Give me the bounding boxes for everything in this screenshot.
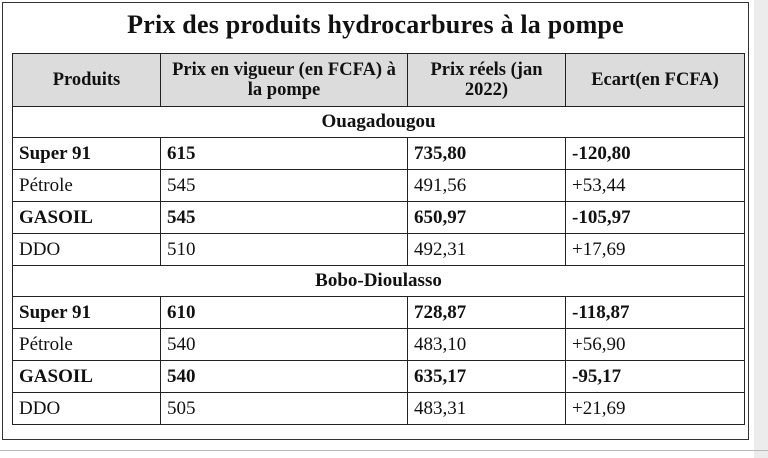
table-row [13,329,745,361]
page-divider [0,450,768,451]
header-real-price: Prix réels (jan 2022) [408,54,566,107]
header-products: Produits [13,54,161,107]
cell-real-price: 483,31 [408,393,566,425]
cell-current-price: 505 [161,393,408,425]
table-row [13,361,745,393]
cell-real-price: 650,97 [408,202,566,234]
table-header-row [13,54,745,107]
cell-gap: +56,90 [566,329,745,361]
cell-current-price: 510 [161,234,408,266]
section-city: Ouagadougou [13,107,745,138]
table-row [13,138,745,170]
table-row [13,234,745,266]
cell-current-price: 615 [161,138,408,170]
cell-product: Super 91 [13,138,161,170]
cell-real-price: 728,87 [408,297,566,329]
fuel-price-table [12,53,745,425]
cell-product: DDO [13,234,161,266]
page-title: Prix des produits hydrocarbures à la pompe [127,10,624,39]
cell-product: GASOIL [13,361,161,393]
cell-current-price: 545 [161,202,408,234]
table-row [13,202,745,234]
cell-product: DDO [13,393,161,425]
cell-real-price: 635,17 [408,361,566,393]
cell-current-price: 610 [161,297,408,329]
cell-current-price: 545 [161,170,408,202]
header-current-price: Prix en vigueur (en FCFA) à la pompe [161,54,408,107]
cell-gap: +21,69 [566,393,745,425]
cell-gap: +53,44 [566,170,745,202]
cell-current-price: 540 [161,329,408,361]
table-row [13,393,745,425]
section-row-ouagadougou [13,107,745,138]
section-row-bobo-dioulasso [13,266,745,297]
cell-real-price: 483,10 [408,329,566,361]
table-row [13,170,745,202]
cell-gap: -105,97 [566,202,745,234]
cell-real-price: 492,31 [408,234,566,266]
cell-gap: +17,69 [566,234,745,266]
page-edge [754,0,768,458]
cell-real-price: 491,56 [408,170,566,202]
cell-gap: -95,17 [566,361,745,393]
table-row [13,297,745,329]
cell-product: Pétrole [13,329,161,361]
cell-product: Super 91 [13,297,161,329]
cell-product: Pétrole [13,170,161,202]
cell-current-price: 540 [161,361,408,393]
article-frame [2,2,749,440]
header-gap: Ecart(en FCFA) [566,54,745,107]
cell-gap: -118,87 [566,297,745,329]
cell-gap: -120,80 [566,138,745,170]
cell-product: GASOIL [13,202,161,234]
section-city: Bobo-Dioulasso [13,266,745,297]
cell-real-price: 735,80 [408,138,566,170]
